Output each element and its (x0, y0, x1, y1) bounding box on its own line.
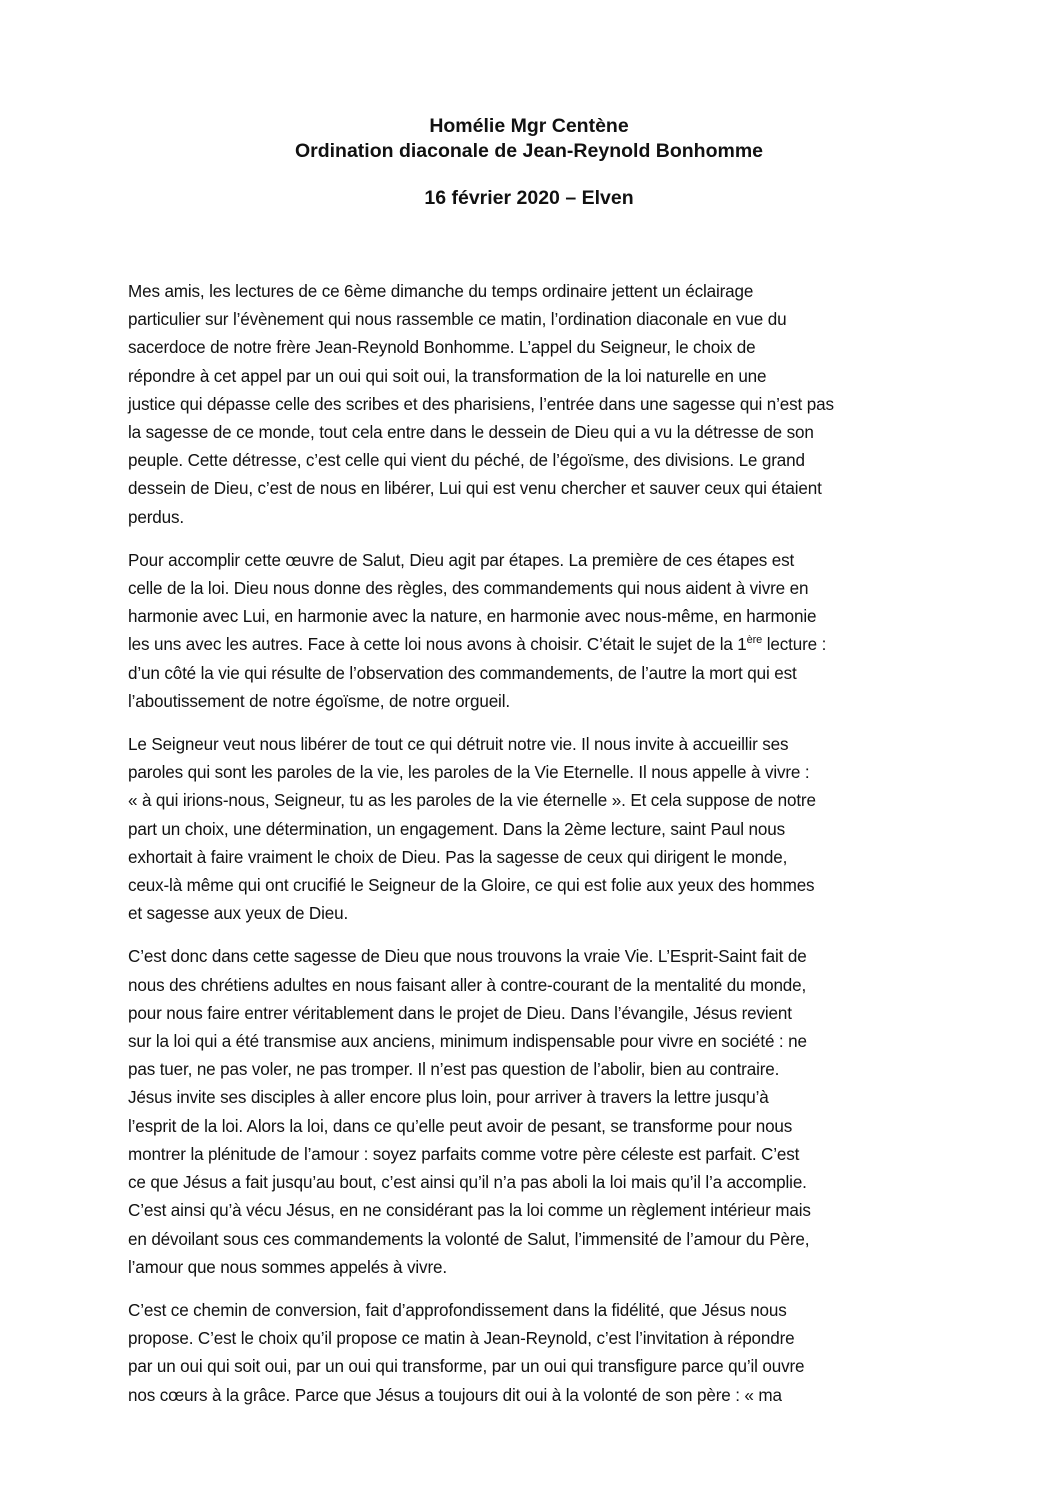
text-line-start: les uns avec les autres. Face à cette loi nous avons à choisir. C’était le sujet de la 1 (128, 635, 747, 655)
text-line: Mes amis, les lectures de ce 6ème dimanche du temps ordinaire jettent un éclairage (128, 282, 754, 301)
text-line: justice qui dépasse celle des scribes et des pharisiens, l’entrée dans une sagesse qui n’est pas (128, 394, 834, 414)
text-line: perdus. (128, 507, 184, 527)
paragraph-2 (128, 547, 940, 716)
text-line: Le Seigneur veut nous libérer de tout ce qui détruit notre vie. Il nous invite à accueillir ses (128, 735, 789, 755)
text-line: part un choix, une détermination, un engagement. Dans la 2ème lecture, saint Paul nous (128, 819, 786, 839)
document-date-place: 16 février 2020 – Elven (424, 187, 634, 209)
text-line: l’amour que nous sommes appelés à vivre. (128, 1257, 447, 1277)
text-line: par un oui qui soit oui, par un oui qui transforme, par un oui qui transfigure parce qu’il ouvre (128, 1357, 805, 1377)
text-line: montrer la plénitude de l’amour : soyez parfaits comme votre père céleste est parfait. C’est (128, 1144, 800, 1164)
text-line: Pour accomplir cette œuvre de Salut, Dieu agit par étapes. La première de ces étapes est (128, 550, 795, 570)
text-line: C’est ainsi qu’à vécu Jésus, en ne considérant pas la loi comme un règlement intérieur mais (128, 1201, 811, 1221)
document-title: Homélie Mgr Centène (429, 115, 629, 137)
text-line: ce que Jésus a fait jusqu’au bout, c’est ainsi qu’il n’a pas aboli la loi mais qu’il l’a accomplie. (128, 1173, 807, 1193)
text-line: C’est donc dans cette sagesse de Dieu que nous trouvons la vraie Vie. L’Esprit-Saint fait de (128, 947, 807, 967)
text-line: l’aboutissement de notre égoïsme, de notre orgueil. (128, 691, 510, 711)
text-line: Jésus invite ses disciples à aller encore plus loin, pour arriver à travers la lettre jusqu’à (128, 1088, 769, 1108)
text-line: et sagesse aux yeux de Dieu. (128, 904, 349, 924)
text-line: l’esprit de la loi. Alors la loi, dans ce qu’elle peut avoir de pesant, se transforme pour nous (128, 1116, 793, 1136)
text-line: ceux-là même qui ont crucifié le Seigneur de la Gloire, ce qui est folie aux yeux des hommes (128, 876, 815, 896)
paragraph-1 (128, 278, 940, 532)
text-line: répondre à cet appel par un oui qui soit oui, la transformation de la loi naturelle en une (128, 366, 767, 386)
text-line: celle de la loi. Dieu nous donne des règles, des commandements qui nous aident à vivre en (128, 579, 809, 599)
text-line: la sagesse de ce monde, tout cela entre dans le dessein de Dieu qui a vu la détresse de son (128, 423, 814, 443)
text-line: paroles qui sont les paroles de la vie, les paroles de la Vie Eternelle. Il nous appelle à vivre : (128, 763, 810, 783)
text-line: pour nous faire entrer véritablement dans le projet de Dieu. Dans l’évangile, Jésus revient (128, 1003, 792, 1023)
text-line: d’un côté la vie qui résulte de l’observation des commandements, de l’autre la mort qui est (128, 663, 797, 683)
text-line: peuple. Cette détresse, c’est celle qui vient du péché, de l’égoïsme, des divisions. Le grand (128, 451, 805, 471)
text-line-end: lecture : (762, 635, 827, 655)
text-line: harmonie avec Lui, en harmonie avec la nature, en harmonie avec nous-même, en harmonie (128, 607, 817, 627)
paragraph-3 (128, 731, 940, 928)
text-line: C’est ce chemin de conversion, fait d’approfondissement dans la fidélité, que Jésus nous (128, 1300, 787, 1320)
text-line: particulier sur l’évènement qui nous rassemble ce matin, l’ordination diaconale en vue du (128, 310, 787, 330)
text-line: propose. C’est le choix qu’il propose ce matin à Jean-Reynold, c’est l’invitation à répondre (128, 1329, 795, 1349)
document-subtitle: Ordination diaconale de Jean-Reynold Bonhomme (294, 140, 764, 162)
text-line: pas tuer, ne pas voler, ne pas tromper. Il n’est pas question de l’abolir, bien au contraire. (128, 1060, 780, 1080)
text-line: nous des chrétiens adultes en nous faisant aller à contre-courant de la mentalité du monde, (128, 975, 807, 995)
text-line: dessein de Dieu, c’est de nous en libérer, Lui qui est venu chercher et sauver ceux qui étaient (128, 479, 822, 499)
text-line: sacerdoce de notre frère Jean-Reynold Bonhomme. L’appel du Seigneur, le choix de (128, 338, 756, 358)
ordinal-superscript: ère (746, 634, 763, 647)
text-line (128, 631, 940, 659)
text-line: en dévoilant sous ces commandements la volonté de Salut, l’immensité de l’amour du Père, (128, 1229, 810, 1249)
text-line: sur la loi qui a été transmise aux anciens, minimum indispensable pour vivre en société : ne (128, 1032, 807, 1052)
paragraph-4 (128, 943, 940, 1281)
homily-body (128, 278, 940, 1425)
text-line: exhortait à faire vraiment le choix de Dieu. Pas la sagesse de ceux qui dirigent le monde, (128, 847, 788, 867)
paragraph-5 (128, 1297, 940, 1410)
text-line: nos cœurs à la grâce. Parce que Jésus a toujours dit oui à la volonté de son père : « ma (128, 1385, 782, 1405)
text-line: « à qui irions-nous, Seigneur, tu as les paroles de la vie éternelle ». Et cela suppose de notre (128, 791, 816, 811)
